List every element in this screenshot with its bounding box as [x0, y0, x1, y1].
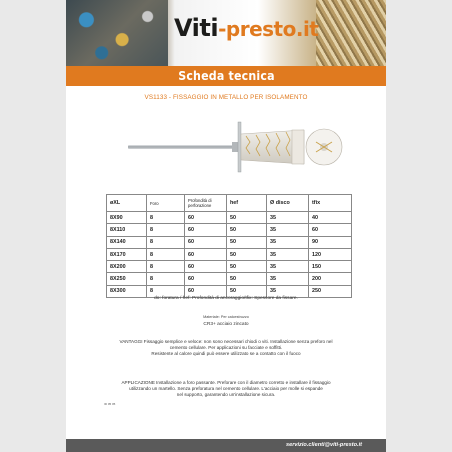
disc-profile — [238, 122, 241, 172]
data-sheet-page — [66, 0, 386, 452]
table-cell: 8 — [147, 273, 185, 285]
advantages-line: cemento cellulare. Per applicazioni su facciate e soffitti. — [169, 345, 283, 350]
abbreviations-note: do: foratura / hef: Profondità di ancoraggio/tfix: Spessore da fissare. — [154, 296, 298, 301]
product-code: VS1133 - FISSAGGIO IN METALLO PER ISOLAMENTO — [144, 94, 308, 101]
document-code: ID 05 05 — [104, 402, 116, 406]
table-cell: 35 — [267, 236, 309, 248]
table-cell: 60 — [309, 224, 352, 236]
screws-photo — [316, 0, 386, 66]
table-row — [107, 273, 352, 285]
table-header-row — [107, 195, 352, 212]
column-header: Ø disco — [267, 195, 309, 212]
table-cell: 8 — [147, 224, 185, 236]
table-cell: 35 — [267, 212, 309, 224]
table-cell: 8X170 — [107, 248, 147, 260]
table-cell: 8 — [147, 248, 185, 260]
table-cell: 35 — [267, 285, 309, 297]
table-cell: 8X90 — [107, 212, 147, 224]
tools-photo — [66, 0, 168, 66]
page-title: Scheda tecnica — [177, 69, 275, 83]
table-cell: 8X140 — [107, 236, 147, 248]
product-illustration — [114, 118, 346, 178]
brand-name-main: Viti — [174, 14, 219, 42]
materials-label: Materiale: Per calcestruzzo — [203, 315, 249, 319]
table-cell: 35 — [267, 273, 309, 285]
table-cell: 60 — [185, 273, 227, 285]
table-cell: 60 — [185, 224, 227, 236]
table-cell: 90 — [309, 236, 352, 248]
table-cell: 60 — [185, 212, 227, 224]
table-row — [107, 261, 352, 273]
advantages-line: VANTAGGI Fissaggio semplice e veloce: non sono necessari chiodi o viti. Installazione senza preforo nel — [119, 339, 333, 344]
nail-shaft — [128, 145, 238, 149]
table-cell: 8 — [147, 212, 185, 224]
table-cell: 250 — [309, 285, 352, 297]
advantages-paragraph — [92, 339, 360, 357]
table-row — [107, 212, 352, 224]
table-cell: 50 — [227, 273, 267, 285]
nail-collar — [232, 142, 238, 152]
table-cell: 8X300 — [107, 285, 147, 297]
table-cell: 35 — [267, 261, 309, 273]
column-header: tfix — [309, 195, 352, 212]
table-cell: 60 — [185, 261, 227, 273]
brand-name-dash: - — [218, 17, 226, 41]
customer-service-email[interactable]: servizio.clienti@viti-presto.it — [285, 442, 362, 448]
table-row — [107, 248, 352, 260]
notes-section — [66, 296, 386, 327]
spec-table — [106, 194, 352, 298]
table-row — [107, 224, 352, 236]
advantages-line: Resistente al calore quindi può essere utilizzato se a contatto con il fuoco — [151, 351, 301, 356]
table-cell: 8 — [147, 285, 185, 297]
table-row — [107, 236, 352, 248]
brand-name-accent: presto.it — [225, 17, 319, 41]
table-cell: 8 — [147, 236, 185, 248]
column-header: øXL — [107, 195, 147, 212]
column-header: Foro — [147, 195, 185, 212]
brand-logo[interactable] — [174, 14, 318, 50]
table-cell: 50 — [227, 236, 267, 248]
table-cell: 50 — [227, 212, 267, 224]
application-line: nel supporto, garantendo un'installazione sicura. — [176, 392, 276, 397]
application-paragraph — [92, 380, 360, 398]
table-cell: 60 — [185, 248, 227, 260]
table-cell: 35 — [267, 224, 309, 236]
column-header: hef — [227, 195, 267, 212]
table-cell: 60 — [185, 236, 227, 248]
table-cell: 50 — [227, 261, 267, 273]
table-cell: 50 — [227, 224, 267, 236]
table-cell: 8X250 — [107, 273, 147, 285]
table-cell: 150 — [309, 261, 352, 273]
table-cell: 8X200 — [107, 261, 147, 273]
materials-value: CR3+ acciaio zincato — [203, 322, 249, 327]
table-cell: 50 — [227, 248, 267, 260]
table-cell: 50 — [227, 285, 267, 297]
table-cell: 120 — [309, 248, 352, 260]
table-cell: 40 — [309, 212, 352, 224]
table-cell: 60 — [185, 285, 227, 297]
table-cell: 200 — [309, 273, 352, 285]
table-cell: 8 — [147, 261, 185, 273]
column-header: Profondità di perforazione — [185, 195, 227, 212]
footer-bar — [66, 439, 386, 452]
table-cell: 8X110 — [107, 224, 147, 236]
application-line: utilizzando un martello. Senza preforatura nel cemento cellulare. L'acciaio per molle si espande — [129, 386, 323, 391]
application-line: APPLICAZIONE Installazione a foro passante. Preforare con il diametro corretto e installare il fissaggio — [121, 380, 331, 385]
title-bar — [66, 66, 386, 86]
table-cell: 35 — [267, 248, 309, 260]
header-banner — [66, 0, 386, 66]
